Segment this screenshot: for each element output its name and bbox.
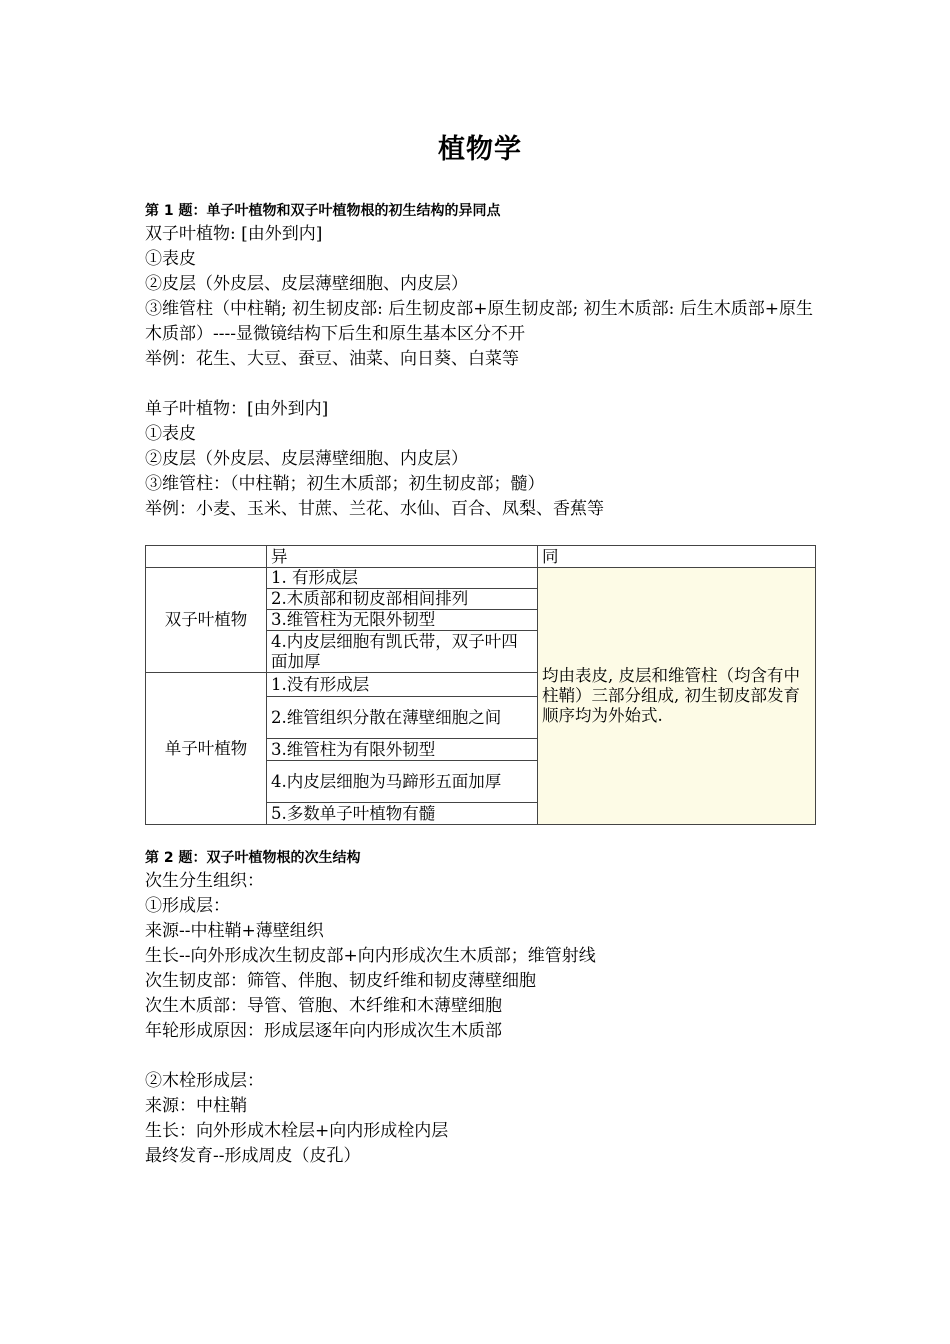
dicot-cortex: ②皮层（外皮层、皮层薄壁细胞、内皮层） <box>145 274 468 294</box>
monocot-diff-5: 5.多数单子叶植物有髓 <box>267 803 538 825</box>
monocot-diff-2: 2.维管组织分散在薄壁细胞之间 <box>267 697 538 739</box>
dicot-epidermis: ①表皮 <box>145 249 196 269</box>
question-1-heading: 第 1 题：单子叶植物和双子叶植物根的初生结构的异同点 <box>145 203 501 219</box>
header-same: 同 <box>538 546 816 568</box>
dicot-group-label: 双子叶植物 <box>146 568 267 673</box>
dicot-diff-4: 4.内皮层细胞有凯氏带，双子叶四面加厚 <box>267 631 538 673</box>
secondary-meristem-intro: 次生分生组织： <box>145 871 264 891</box>
secondary-xylem: 次生木质部：导管、管胞、木纤维和木薄壁细胞 <box>145 996 502 1016</box>
cork-cambium-title: ②木栓形成层： <box>145 1071 264 1091</box>
annual-rings: 年轮形成原因：形成层逐年向内形成次生木质部 <box>145 1021 502 1041</box>
monocot-group-label: 单子叶植物 <box>146 673 267 825</box>
monocot-examples: 举例：小麦、玉米、甘蔗、兰花、水仙、百合、凤梨、香蕉等 <box>145 499 604 519</box>
monocot-diff-3: 3.维管柱为有限外韧型 <box>267 739 538 761</box>
dicot-diff-3: 3.维管柱为无限外韧型 <box>267 610 538 631</box>
cambium-source: 来源--中柱鞘+薄壁组织 <box>145 921 324 941</box>
comparison-table <box>145 545 816 825</box>
dicot-diff-2: 2.木质部和韧皮部相间排列 <box>267 589 538 610</box>
question-2-heading: 第 2 题：双子叶植物根的次生结构 <box>145 850 361 866</box>
similarities-cell: 均由表皮, 皮层和维管柱（均含有中柱鞘）三部分组成, 初生韧皮部发育顺序均为外始式. <box>538 568 816 825</box>
cambium-growth: 生长--向外形成次生韧皮部+向内形成次生木质部；维管射线 <box>145 946 596 966</box>
cork-cambium-growth: 生长：向外形成木栓层+向内形成栓内层 <box>145 1121 449 1141</box>
dicot-label: 双子叶植物: [由外到内] <box>145 224 323 244</box>
monocot-epidermis: ①表皮 <box>145 424 196 444</box>
monocot-label: 单子叶植物：[由外到内] <box>145 399 329 419</box>
header-diff: 异 <box>267 546 538 568</box>
table-corner-cell <box>146 546 267 568</box>
question-2-section <box>145 847 815 1169</box>
dicot-diff-1: 1. 有形成层 <box>267 568 538 589</box>
cork-cambium-final: 最终发育--形成周皮（皮孔） <box>145 1146 361 1166</box>
table-header-row <box>146 546 816 568</box>
dicot-stele: ③维管柱（中柱鞘; 初生韧皮部: 后生韧皮部+原生韧皮部; 初生木质部: 后生木质部+原生木质部）----显微镜结构下后生和原生基本区分不开 <box>145 299 814 344</box>
dicot-examples: 举例：花生、大豆、蚕豆、油菜、向日葵、白菜等 <box>145 349 519 369</box>
monocot-diff-4: 4.内皮层细胞为马蹄形五面加厚 <box>267 761 538 803</box>
table-row <box>146 568 816 589</box>
cambium-title: ①形成层： <box>145 896 230 916</box>
secondary-phloem: 次生韧皮部：筛管、伴胞、韧皮纤维和韧皮薄壁细胞 <box>145 971 536 991</box>
cork-cambium-source: 来源：中柱鞘 <box>145 1096 247 1116</box>
monocot-stele: ③维管柱：（中柱鞘；初生木质部；初生韧皮部；髓） <box>145 474 545 494</box>
monocot-cortex: ②皮层（外皮层、皮层薄壁细胞、内皮层） <box>145 449 468 469</box>
question-1-section <box>145 200 815 522</box>
page-title: 植物学 <box>438 134 522 165</box>
monocot-diff-1: 1.没有形成层 <box>267 673 538 697</box>
